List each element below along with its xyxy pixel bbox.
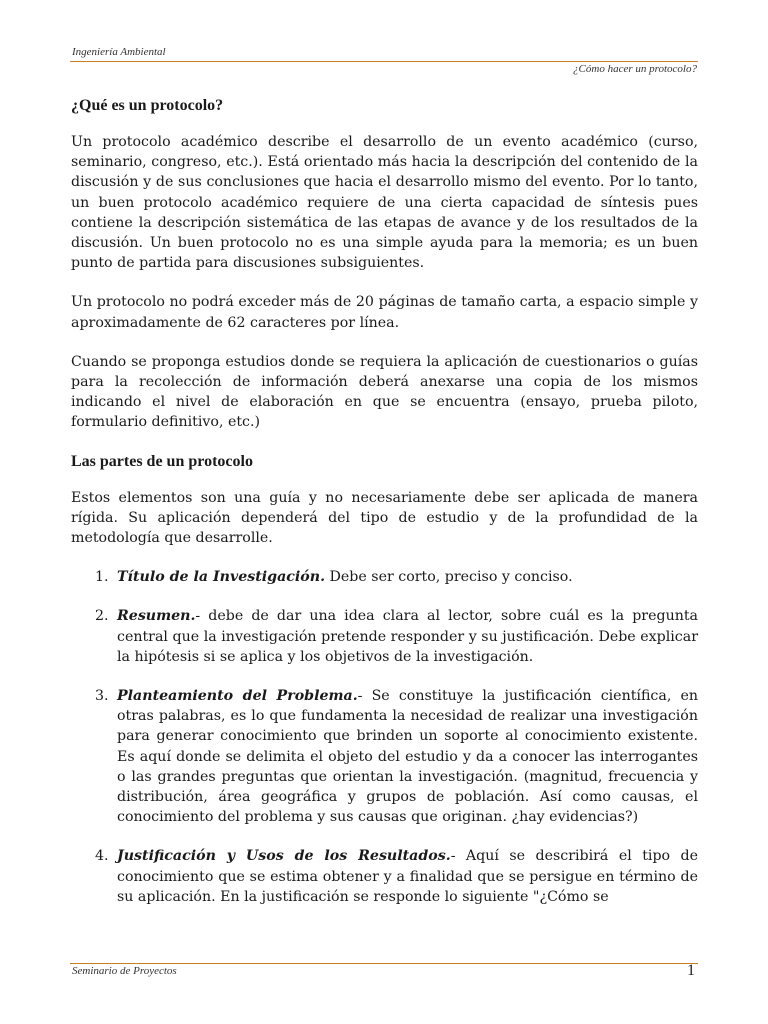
- parts-list: [71, 567, 698, 907]
- footer-course: Seminario de Proyectos: [72, 965, 177, 977]
- list-number: 4.: [95, 848, 109, 865]
- list-item: [71, 606, 698, 667]
- paragraph-questionnaires: Cuando se proponga estudios donde se requiera la aplicación de cuestionarios o guías para la recolección de información deberá anexarse una copia de los mismos indicando el nivel de elaboración en que se encuentra (ensayo, prueba piloto, formulario definitivo, etc.): [71, 353, 698, 431]
- list-term: Resumen.: [117, 608, 196, 625]
- list-text: Debe ser corto, preciso y conciso.: [325, 569, 573, 586]
- list-number: 1.: [95, 569, 109, 586]
- paragraph-length: Un protocolo no podrá exceder más de 20 páginas de tamaño carta, a espacio simple y aproximadamente de 62 caracteres por línea.: [71, 294, 698, 331]
- list-number: 3.: [95, 688, 109, 705]
- page-body: [71, 96, 698, 926]
- section-heading-parts: Las partes de un protocolo: [71, 452, 253, 470]
- list-text: - Se constituye la justificación científica, en otras palabras, es lo que fundamenta la necesidad de realizar una investigación para generar conocimiento que brinden un soporte al conocimiento existente. Es aquí donde se delimita el objeto del estudio y da a conocer las interrogantes o las grandes preguntas que orientan la investigación. (magnitud, frecuencia y distribución, área geográfica y grupos de población. Así como causas, el conocimiento del problema y sus causas que originan. ¿hay evidencias?): [117, 688, 698, 826]
- header-course: Ingeniería Ambiental: [72, 46, 166, 58]
- list-term: Justificación y Usos de los Resultados.: [117, 848, 451, 865]
- list-number: 2.: [95, 608, 109, 625]
- paragraph-parts-intro: Estos elementos son una guía y no necesariamente debe ser aplicada de manera rígida. Su aplicación dependerá del tipo de estudio y de la profundidad de la metodología que desarrolle.: [71, 489, 698, 547]
- section-heading-what-is: ¿Qué es un protocolo?: [71, 97, 224, 114]
- header-doc-title: ¿Cómo hacer un protocolo?: [573, 63, 697, 75]
- list-term: Título de la Investigación.: [117, 569, 326, 586]
- footer-rule: [70, 963, 698, 964]
- page-number: 1: [687, 962, 695, 979]
- header-rule: [70, 61, 698, 62]
- list-item: [71, 846, 698, 907]
- list-item: [71, 567, 698, 587]
- list-term: Planteamiento del Problema.: [117, 688, 358, 705]
- list-item: [71, 686, 698, 827]
- paragraph-definition: Un protocolo académico describe el desarrollo de un evento académico (curso, seminario, congreso, etc.). Está orientado más hacia la descripción del contenido de la discusión y de sus conclusiones que hacia el desarrollo mismo del evento. Por lo tanto, un buen protocolo académico requiere de una cierta capacidad de síntesis pues contiene la descripción sistemática de las etapas de avance y de los resultados de la discusión. Un buen protocolo no es una simple ayuda para la memoria; es un buen punto de partida para discusiones subsiguientes.: [71, 134, 698, 272]
- list-text: - Aquí se describirá el tipo de conocimiento que se estima obtener y a finalidad que se persigue en término de su aplicación. En la justificación se responde lo siguiente "¿Cómo se: [117, 848, 698, 905]
- list-text: - debe de dar una idea clara al lector, sobre cuál es la pregunta central que la investigación pretende responder y su justificación. Debe explicar la hipótesis si se aplica y los objetivos de la investigación.: [117, 608, 698, 665]
